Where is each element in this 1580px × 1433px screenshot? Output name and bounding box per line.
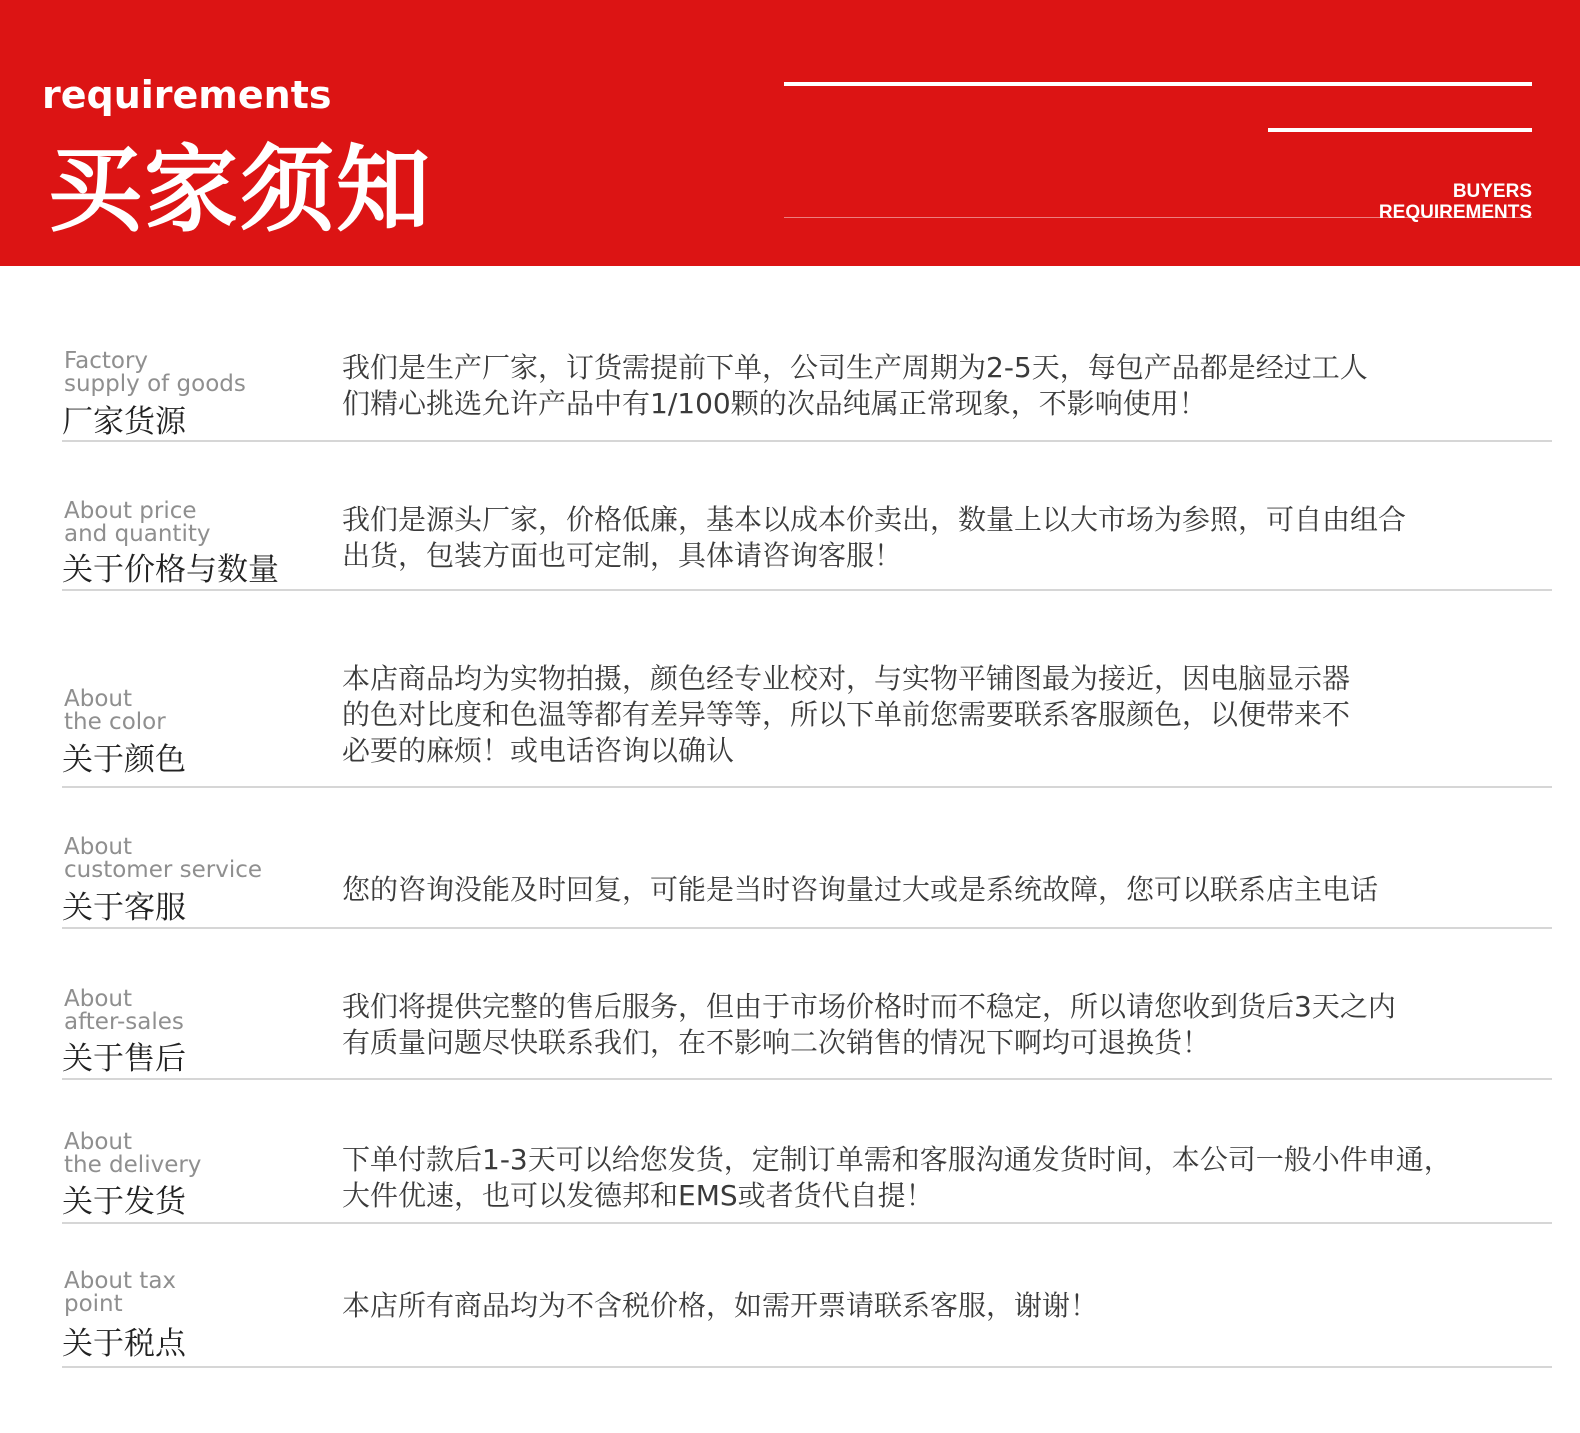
section-en-label <box>64 836 324 882</box>
section-en-line1: About <box>64 834 133 860</box>
section-en-line1: About price <box>64 498 197 524</box>
section-en-label <box>64 988 324 1034</box>
section-en-line1: About <box>64 1129 133 1155</box>
section-cn-title: 关于发货 <box>62 1184 186 1220</box>
section-description <box>342 661 1532 769</box>
section-en-line1: About <box>64 986 133 1012</box>
section-cn-title: 关于客服 <box>62 890 186 926</box>
header-tag <box>1272 181 1532 223</box>
section-en-label <box>64 1131 324 1177</box>
header-en-title: requirements <box>42 73 332 117</box>
section-en-label <box>64 350 324 396</box>
desc-line: 有质量问题尽快联系我们，在不影响二次销售的情况下啊均可退换货！ <box>342 1026 1211 1059</box>
section-customer-service <box>62 826 1552 929</box>
section-after-sales <box>62 978 1552 1080</box>
section-cn-title: 关于价格与数量 <box>62 552 279 588</box>
section-tax-point <box>62 1260 1552 1368</box>
desc-line: 本店所有商品均为不含税价格，如需开票请联系客服，谢谢！ <box>342 1289 1099 1322</box>
desc-line: 我们将提供完整的售后服务，但由于市场价格时而不稳定，所以请您收到货后3天之内 <box>342 990 1396 1023</box>
section-en-line2: supply of goods <box>64 371 246 397</box>
desc-line: 大件优速，也可以发德邦和EMS或者货代自提！ <box>342 1179 934 1212</box>
section-description <box>342 350 1532 422</box>
section-factory-supply <box>62 340 1552 442</box>
header-tag-line2: REQUIREMENTS <box>1378 202 1532 223</box>
desc-line: 下单付款后1-3天可以给您发货，定制订单需和客服沟通发货时间，本公司一般小件申通， <box>342 1143 1452 1176</box>
desc-line: 您的咨询没能及时回复，可能是当时咨询量过大或是系统故障，您可以联系店主电话 <box>342 873 1379 906</box>
section-description <box>342 1142 1532 1214</box>
desc-line: 必要的麻烦！或电话咨询以确认 <box>342 734 735 767</box>
desc-line: 出货，包装方面也可定制，具体请咨询客服！ <box>342 539 903 572</box>
desc-line: 本店商品均为实物拍摄，颜色经专业校对，与实物平铺图最为接近，因电脑显示器 <box>342 662 1351 695</box>
section-en-label <box>64 500 324 546</box>
header-line-short <box>1268 128 1532 132</box>
section-cn-title: 厂家货源 <box>62 404 186 440</box>
section-en-line1: About <box>64 686 133 712</box>
section-en-line2: the color <box>64 709 166 735</box>
header-line-long <box>784 82 1532 86</box>
section-en-line1: About tax <box>64 1268 177 1294</box>
section-en-line2: customer service <box>64 857 263 883</box>
section-cn-title: 关于售后 <box>62 1041 186 1077</box>
section-color <box>62 655 1552 788</box>
section-description <box>342 1288 1532 1324</box>
section-en-line2: and quantity <box>64 521 211 547</box>
desc-line: 的色对比度和色温等都有差异等等，所以下单前您需要联系客服颜色，以便带来不 <box>342 698 1351 731</box>
section-description <box>342 502 1532 574</box>
section-cn-title: 关于颜色 <box>62 742 186 778</box>
desc-line: 我们是源头厂家，价格低廉，基本以成本价卖出，数量上以大市场为参照，可自由组合 <box>342 503 1407 536</box>
desc-line: 们精心挑选允许产品中有1/100颗的次品纯属正常现象，不影响使用！ <box>342 387 1207 420</box>
section-cn-title: 关于税点 <box>62 1326 186 1362</box>
header-cn-title: 买家须知 <box>48 136 433 245</box>
section-en-label <box>64 1270 324 1316</box>
section-en-line2: after-sales <box>64 1009 184 1035</box>
section-en-label <box>64 688 324 734</box>
section-delivery <box>62 1120 1552 1224</box>
section-description <box>342 989 1532 1061</box>
section-description <box>342 872 1532 908</box>
header-tag-line1: BUYERS <box>1452 181 1532 202</box>
section-en-line1: Factory <box>64 348 149 374</box>
section-en-line2: point <box>64 1291 123 1317</box>
section-price-quantity <box>62 490 1552 591</box>
section-en-line2: the delivery <box>64 1152 202 1178</box>
header-banner <box>0 0 1580 266</box>
desc-line: 我们是生产厂家，订货需提前下单，公司生产周期为2-5天，每包产品都是经过工人 <box>342 351 1368 384</box>
